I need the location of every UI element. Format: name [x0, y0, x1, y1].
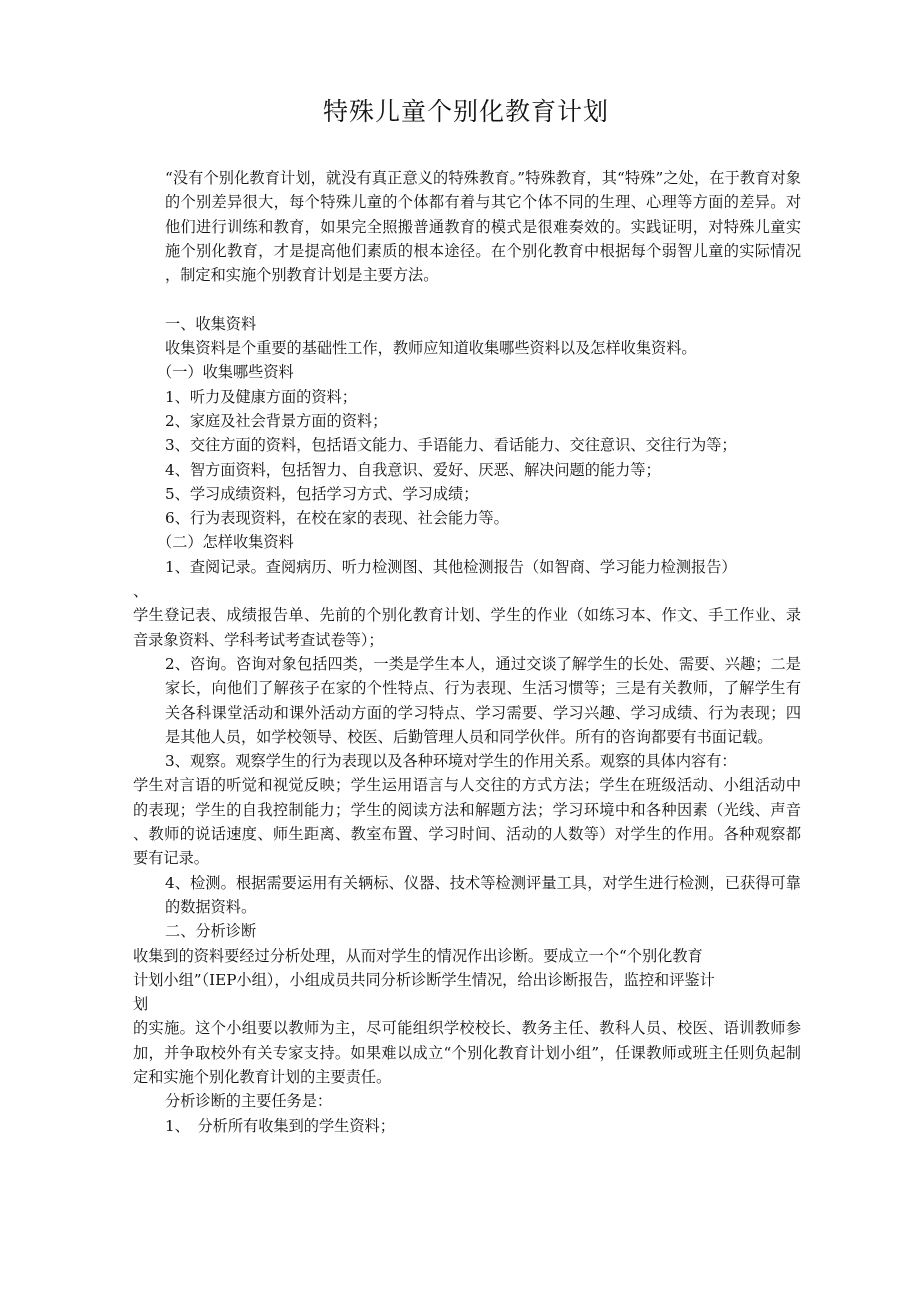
method-observe-line1: 3、观察。观察学生的行为表现以及各种环境对学生的作用关系。观察的具体内容有： [165, 752, 737, 771]
analyze-line1: 收集到的资料要经过分析处理，从而对学生的情况作出诊断。要成立一个“个别化教育 [133, 946, 703, 965]
analyze-line3: 划 [133, 995, 149, 1014]
list-item: 2、家庭及社会背景方面的资料； [165, 411, 388, 430]
method-test: 4、检测。根据需要运用有关辆标、仪器、技术等检测评量工具，对学生进行检测，已获得可靠的数据资料。 [165, 873, 801, 916]
section-intro-collect: 收集资料是个重要的基础性工作，教师应知道收集哪些资料以及怎样收集资料。 [165, 339, 697, 358]
list-item: 3、交往方面的资料，包括语文能力、手语能力、看话能力、交往意识、交往行为等； [165, 436, 737, 455]
section-heading-collect: 一、收集资料 [165, 314, 257, 333]
analyze-rest: 的实施。这个小组要以教师为主，尽可能组织学校校长、教务主任、教科人员、校医、语训教师参加，并争取校外有关专家支持。如果难以成立“个别化教育计划小组”，任课教师或班主任则负起制定和实施个别化教育计划的主要责任。 [133, 1019, 801, 1086]
document-body [133, 166, 801, 1138]
document-title: 特殊儿童个别化教育计划 [322, 97, 609, 126]
method-review-records-rest: 学生登记表、成绩报告单、先前的个别化教育计划、学生的作业（如练习本、作文、手工作业、录音录象资料、学科考试考查试卷等）； [133, 606, 801, 649]
paragraph-gap [133, 287, 801, 311]
list-item: 1、 分析所有收集到的学生资料； [165, 1116, 395, 1135]
method-observe-rest: 学生对言语的听觉和视觉反映；学生运用语言与人交往的方式方法；学生在班级活动、小组活动中的表现；学生的自我控制能力；学生的阅读方法和解题方法；学习环境中和各种因素（光线、声音、教师的说话速度、师生距离、教室布置、学习时间、活动的人数等）对学生的作用。各种观察都要有记录。 [133, 776, 801, 868]
list-item: 5、学习成绩资料，包括学习方式、学习成绩； [165, 484, 479, 503]
analyze-line2: 计划小组”（IEP小组），小组成员共同分析诊断学生情况，给出诊断报告，监控和评鉴计 [133, 970, 715, 989]
method-review-records-line1: 1、查阅记录。查阅病历、听力检测图、其他检测报告（如智商、学习能力检测报告） [165, 557, 737, 576]
list-item: 6、行为表现资料，在校在家的表现、社会能力等。 [165, 509, 509, 528]
list-item: 4、智方面资料，包括智力、自我意识、爱好、厌恶、解决问题的能力等； [165, 460, 661, 479]
tasks-heading: 分析诊断的主要任务是： [165, 1092, 333, 1111]
method-review-records-line2: 、 [133, 582, 149, 601]
section-heading-analyze: 二、分析诊断 [165, 922, 257, 941]
subsection-heading-what: （一）收集哪些资料 [157, 363, 294, 382]
method-consult: 2、咨询。咨询对象包括四类，一类是学生本人，通过交谈了解学生的长处、需要、兴趣；二是家长，向他们了解孩子在家的个性特点、行为表现、生活习惯等；三是有关教师，了解学生有关各科课堂活动和课外活动方面的学习特点、学习需要、学习兴趣、学习成绩、行为表现；四是其他人员，如学校领导、校医、后勤管理人员和同学伙伴。所有的咨询都要有书面记载。 [165, 654, 801, 746]
subsection-heading-how: （二）怎样收集资料 [157, 533, 294, 552]
list-item: 1、听力及健康方面的资料； [165, 387, 357, 406]
intro-paragraph: “没有个别化教育计划，就没有真正意义的特殊教育。”特殊教育，其“特殊”之处，在于教育对象的个别差异很大，每个特殊儿童的个体都有着与其它个体不同的生理、心理等方面的差异。对他们进行训练和教育，如果完全照搬普通教育的模式是很难奏效的。实践证明，对特殊儿童实施个别化教育，才是提高他们素质的根本途径。在个别化教育中根据每个弱智儿童的实际情况，制定和实施个别教育计划是主要方法。 [165, 169, 801, 285]
